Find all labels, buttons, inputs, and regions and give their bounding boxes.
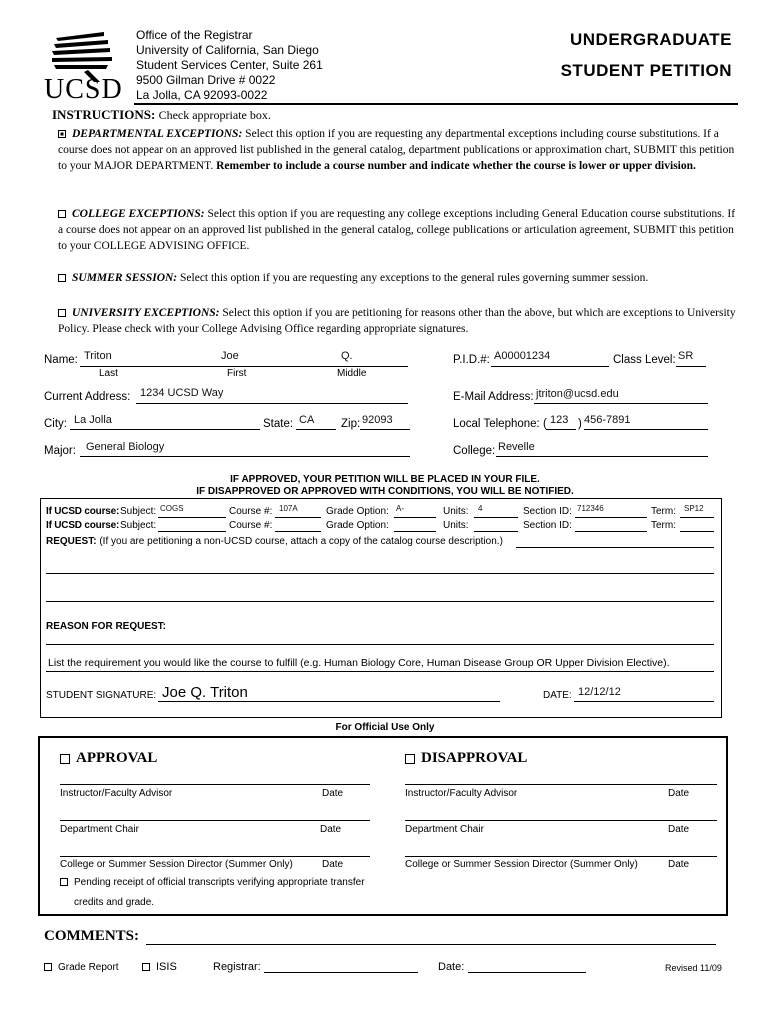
phone-area-value: 123 — [550, 414, 569, 426]
official-heading: For Official Use Only — [335, 722, 435, 733]
disapproval-instructor-line[interactable] — [405, 784, 717, 785]
pid-value: A00001234 — [494, 350, 551, 362]
zip-value: 92093 — [362, 414, 393, 426]
notice-line-1: IF APPROVED, YOUR PETITION WILL BE PLACED IN YOUR FILE. — [230, 474, 540, 485]
disapproval-director-line[interactable] — [405, 856, 717, 857]
instructions-label: INSTRUCTIONS: — [52, 107, 156, 122]
office-line: Student Services Center, Suite 261 — [136, 58, 323, 72]
section-id-value: 712346 — [577, 504, 604, 513]
course-number-label: Course #: — [229, 506, 273, 517]
approval-option[interactable] — [60, 750, 157, 767]
course-row-ucsd — [46, 506, 119, 517]
option-text: Select this option if you are requesting any college exceptions including General Education course substitutions. If a course does not appear on an approved list published in the general catalog, college publications or articulation agreement, SUBMIT this petition to your COLLEGE ADVISING OFFICE. — [58, 208, 736, 252]
name-first-value: Joe — [221, 350, 239, 362]
comments-field-line[interactable] — [146, 944, 716, 945]
address-field-line[interactable] — [136, 403, 408, 404]
option-title: SUMMER SESSION: — [72, 272, 178, 284]
subject-value: COGS — [160, 504, 184, 513]
units-label: Units: — [443, 506, 469, 517]
office-line: La Jolla, CA 92093-0022 — [136, 88, 268, 102]
class-level-value: SR — [678, 350, 694, 362]
address-value: 1234 UCSD Way — [140, 387, 224, 399]
term-field-line[interactable] — [680, 531, 714, 532]
instructions-note: Check appropriate box. — [158, 108, 271, 122]
subject-label: Subject: — [120, 520, 157, 531]
grade-option-label: Grade Option: — [326, 520, 389, 531]
pid-label: P.I.D.#: — [453, 354, 490, 366]
option-text: Select this option if you are requesting any departmental exceptions including course substitutions. If a course does not appear on an approved list published in the general catalog, department publications or approximation chart, SUBMIT this petition to your MAJOR DEPARTMENT. — [58, 128, 735, 172]
zip-label: Zip: — [341, 418, 361, 430]
signature-date-value: 12/12/12 — [578, 686, 621, 698]
option-text: Select this option if you are petitioning for reasons other than the above, but which are exceptions to University Policy. Please check with your College Advising Office regarding appropriate signatures. — [58, 307, 736, 335]
approval-checkbox[interactable] — [60, 754, 70, 764]
requirement-line[interactable] — [46, 671, 714, 672]
course-number-label: Course #: — [229, 520, 273, 531]
approval-chair-date: Date — [320, 824, 342, 835]
units-value: 4 — [478, 504, 483, 513]
option-title: COLLEGE EXCEPTIONS: — [72, 208, 205, 220]
isis-checkbox[interactable] — [142, 963, 150, 971]
form-title-line1: UNDERGRADUATE — [569, 30, 732, 49]
office-line: 9500 Gilman Drive # 0022 — [136, 73, 276, 87]
college-checkbox[interactable] — [58, 210, 66, 218]
last-caption: Last — [99, 368, 118, 379]
middle-caption: Middle — [337, 368, 367, 379]
class-level-label: Class Level: — [613, 354, 676, 366]
signature-date-field-line[interactable] — [574, 701, 714, 702]
signature-date-label: DATE: — [543, 690, 572, 701]
logo-text: UCSD — [44, 74, 123, 105]
term-label: Term: — [651, 520, 676, 531]
name-middle-value: Q. — [341, 350, 353, 362]
major-field-line[interactable] — [80, 456, 410, 457]
term-label: Term: — [651, 506, 676, 517]
disapproval-chair-line[interactable] — [405, 820, 717, 821]
subject-label: Subject: — [120, 506, 157, 517]
isis-option[interactable] — [142, 961, 177, 973]
term-value: SP12 — [684, 504, 704, 513]
header-rule — [134, 103, 738, 105]
option-college[interactable] — [58, 206, 738, 254]
phone-number-value: 456-7891 — [584, 414, 631, 426]
signature-label: STUDENT SIGNATURE: — [46, 690, 157, 701]
summer-checkbox[interactable] — [58, 274, 66, 282]
phone-label: Local Telephone: ( — [453, 418, 547, 430]
major-value: General Biology — [86, 441, 165, 453]
reason-line-1[interactable] — [46, 644, 714, 645]
approval-director-line[interactable] — [60, 856, 370, 857]
request-field-line[interactable] — [516, 547, 714, 548]
approval-chair-label: Department Chair — [60, 824, 139, 835]
university-checkbox[interactable] — [58, 309, 66, 317]
option-departmental[interactable] — [58, 126, 738, 174]
instructions-heading — [52, 107, 271, 123]
units-field-line[interactable] — [474, 517, 518, 518]
reason-label: REASON FOR REQUEST: — [46, 621, 167, 632]
name-label: Name: — [44, 354, 78, 366]
email-value: jtriton@ucsd.edu — [536, 388, 619, 400]
option-university[interactable] — [58, 305, 738, 337]
section-id-field-line[interactable] — [575, 517, 647, 518]
state-value: CA — [299, 414, 315, 426]
term-field-line[interactable] — [680, 517, 714, 518]
state-field-line[interactable] — [296, 429, 336, 430]
pending-option[interactable] — [60, 877, 365, 888]
section-id-label: Section ID: — [523, 506, 572, 517]
disapproval-director-label: College or Summer Session Director (Summer Only) — [405, 859, 638, 870]
footer-date-field-line[interactable] — [468, 972, 586, 973]
requirement-text: List the requirement you would like the course to fulfill (e.g. Human Biology Core, Human Disease Group OR Upper Division Elective). — [48, 657, 670, 669]
approval-instructor-label: Instructor/Faculty Advisor — [60, 788, 173, 799]
request-line-2[interactable] — [46, 573, 714, 574]
college-label: College: — [453, 445, 496, 457]
revised-note: Revised 11/09 — [665, 963, 722, 973]
section-id-field-line[interactable] — [575, 531, 647, 532]
city-label: City: — [44, 418, 67, 430]
disapproval-instructor-date: Date — [668, 788, 690, 799]
approval-chair-line[interactable] — [60, 820, 370, 821]
pid-field-line[interactable] — [491, 366, 609, 367]
course-number-field-line[interactable] — [275, 517, 321, 518]
phone-close: ) — [578, 418, 582, 430]
footer-date-label: Date: — [438, 961, 465, 973]
office-line: University of California, San Diego — [136, 43, 319, 57]
college-field-line[interactable] — [496, 456, 708, 457]
grade-option-field-line[interactable] — [394, 531, 436, 532]
grade-report-checkbox[interactable] — [44, 963, 52, 971]
units-label: Units: — [443, 520, 469, 531]
major-label: Major: — [44, 445, 76, 457]
subject-field-line[interactable] — [158, 531, 226, 532]
notice-line-2: IF DISAPPROVED OR APPROVED WITH CONDITIONS, YOU WILL BE NOTIFIED. — [196, 486, 574, 497]
signature-field-line[interactable] — [158, 701, 500, 702]
request-line-3[interactable] — [46, 601, 714, 602]
request-row — [46, 536, 503, 547]
approval-label: APPROVAL — [76, 750, 158, 766]
zip-field-line[interactable] — [360, 429, 410, 430]
form-title-line2: STUDENT PETITION — [560, 61, 732, 80]
disapproval-instructor-label: Instructor/Faculty Advisor — [405, 788, 518, 799]
grade-option-value: A- — [396, 504, 404, 513]
grade-option-field-line[interactable] — [394, 517, 436, 518]
option-text: Select this option if you are requesting any exceptions to the general rules governing summer session. — [180, 272, 649, 284]
comments-label: COMMENTS: — [44, 928, 139, 944]
approval-instructor-date: Date — [322, 788, 344, 799]
ucsd-logo — [44, 30, 134, 106]
address-label: Current Address: — [44, 391, 131, 403]
signature-value: Joe Q. Triton — [162, 684, 248, 701]
registrar-field-line[interactable] — [264, 972, 418, 973]
pending-checkbox[interactable] — [60, 878, 68, 886]
approval-director-date: Date — [322, 859, 344, 870]
city-field-line[interactable] — [70, 429, 260, 430]
option-bold-text: Remember to include a course number and indicate whether the course is lower or upper division. — [216, 160, 696, 172]
email-label: E-Mail Address: — [453, 391, 534, 403]
grade-report-label: Grade Report — [58, 962, 119, 973]
name-field-line[interactable] — [80, 366, 408, 367]
request-note: (If you are petitioning a non-UCSD course, attach a copy of the catalog course description.) — [99, 536, 503, 547]
ucsd-course-label: If UCSD course: — [46, 520, 120, 531]
section-id-label: Section ID: — [523, 520, 572, 531]
name-last-value: Triton — [84, 350, 112, 362]
subject-field-line[interactable] — [158, 517, 226, 518]
option-summer[interactable] — [58, 270, 738, 286]
office-line: Office of the Registrar — [136, 28, 253, 42]
request-label: REQUEST: — [46, 536, 97, 547]
state-label: State: — [263, 418, 294, 430]
college-value: Revelle — [498, 441, 535, 453]
pending-line-2: credits and grade. — [74, 897, 155, 908]
ucsd-course-label: If UCSD course: — [46, 506, 120, 517]
disapproval-chair-label: Department Chair — [405, 824, 484, 835]
approval-instructor-line[interactable] — [60, 784, 370, 785]
grade-report-option[interactable] — [44, 962, 119, 973]
office-address — [136, 28, 323, 103]
registrar-label: Registrar: — [213, 961, 261, 973]
grade-option-label: Grade Option: — [326, 506, 389, 517]
option-title: DEPARTMENTAL EXCEPTIONS: — [72, 128, 243, 140]
first-caption: First — [227, 368, 247, 379]
disapproval-director-date: Date — [668, 859, 690, 870]
email-field-line[interactable] — [534, 403, 708, 404]
course-number-field-line[interactable] — [275, 531, 321, 532]
departmental-checkbox[interactable] — [58, 130, 66, 138]
approval-director-label: College or Summer Session Director (Summer Only) — [60, 859, 293, 870]
pending-line-1: Pending receipt of official transcripts verifying appropriate transfer — [74, 877, 365, 888]
disapproval-option[interactable] — [405, 750, 527, 767]
isis-label: ISIS — [156, 961, 177, 973]
option-title: UNIVERSITY EXCEPTIONS: — [72, 307, 220, 319]
phone-area-line[interactable] — [546, 429, 576, 430]
city-value: La Jolla — [74, 414, 112, 426]
disapproval-checkbox[interactable] — [405, 754, 415, 764]
course-number-value: 107A — [279, 504, 298, 513]
phone-number-line[interactable] — [584, 429, 708, 430]
disapproval-chair-date: Date — [668, 824, 690, 835]
course-row-ucsd-2 — [46, 520, 119, 531]
disapproval-label: DISAPPROVAL — [421, 750, 528, 766]
units-field-line[interactable] — [474, 531, 518, 532]
class-level-field-line[interactable] — [676, 366, 706, 367]
